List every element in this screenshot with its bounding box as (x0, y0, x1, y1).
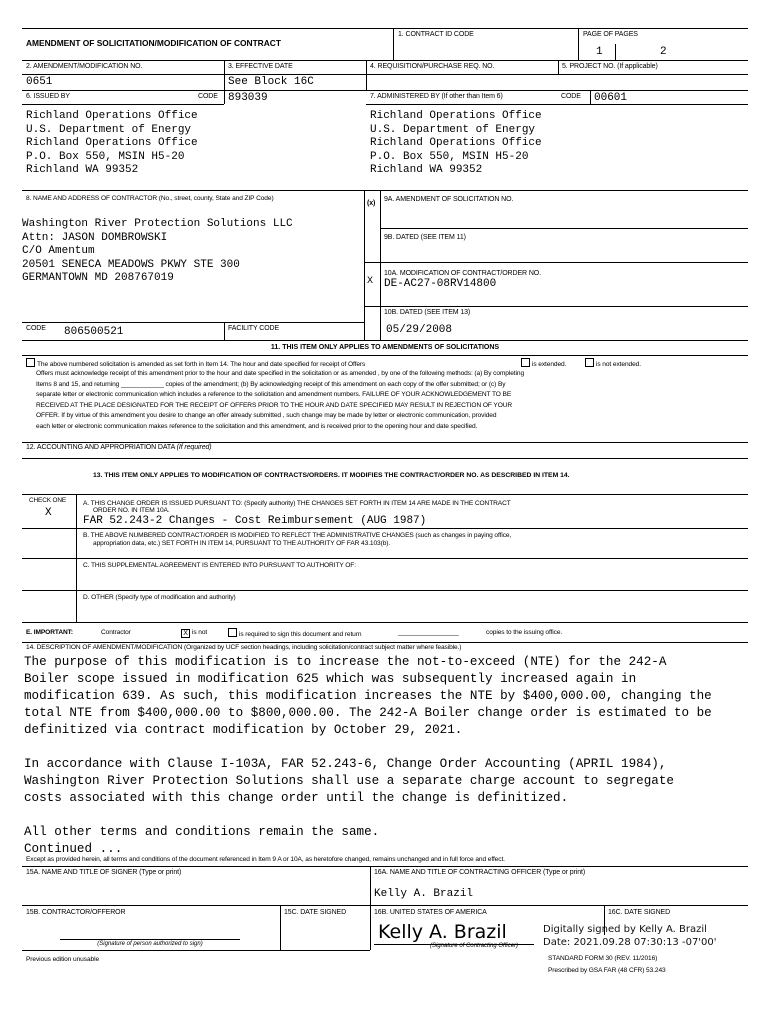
project-no-label: 5. PROJECT NO. (If applicable) (562, 63, 658, 70)
usa-label: 16B. UNITED STATES OF AMERICA (374, 909, 487, 916)
important-contractor: Contractor (101, 629, 131, 636)
is-not-checkbox[interactable]: X (181, 629, 190, 638)
important-label: E. IMPORTANT: (26, 629, 73, 636)
is-required-checkbox[interactable] (228, 628, 237, 637)
issued-by-address: Richland Operations Office U.S. Department of Energy Richland Operations Office P.O. Box 550, MSIN H5-20 Richland WA 99352 (26, 110, 198, 177)
amendment-no-label: 2. AMENDMENT/MODIFICATION NO. (26, 63, 143, 70)
description-text: The purpose of this modification is to increase the not-to-exceed (NTE) for the 242-A Boiler scope issued in modification 625 which was subsequently increased again in modification 639. As such, this modification increases the NTE by $400,000.00, changing the total NTE from $400,000.00 to $800,000.00. The 242-A Boiler change order is estimated to be definitized via contract modification by October 29, 2021. In accordance with Clause I-103A, FAR 52.243-6, Change Order Accounting (APRIL 1984), Washington River Protection Solutions shall use a separate charge account to segregate costs associated with this change order until the change is definitized. All other terms and conditions remain the same. Continued ... (24, 655, 712, 856)
not-extended-option: is not extended. (585, 358, 641, 371)
standard-form-label: STANDARD FORM 30 (REV. 11/2016) (548, 955, 658, 962)
amendment-9a-label: 9A. AMENDMENT OF SOLICITATION NO. (384, 196, 514, 203)
item11-text: Offers must acknowledge receipt of this amendment prior to the hour and date specified in the solicitation or as amended , by one of the following methods: (a) By completing Items 8 and 15, and returning ____________ copies of the amendment; (b) By acknowledging receipt of this amendment on each copy of the offer submitted; or (c) By separate letter or electronic communication which includes a reference to the solicitation and amendment numbers. FAILURE OF YOUR ACKNOWLEDGEMENT TO BE RECEIVED AT THE PLACE DESIGNATED FOR THE RECEIPT OF OFFERS PRIOR TO THE HOUR AND DATE SPECIFIED MAY RESULT IN REJECTION OF YOUR OFFER. If by virtue of this amendment you desire to change an offer already submitted , such change may be made by letter or electronic communication, provided each letter or electronic communication makes reference to the solicitation and this amendment, and is received prior to the opening hour and date specified. (36, 370, 525, 430)
administered-by-address: Richland Operations Office U.S. Department of Energy Richland Operations Office P.O. Box 550, MSIN H5-20 Richland WA 99352 (370, 110, 542, 177)
digital-signature-stamp: Digitally signed by Kelly A. Brazil Date: 2021.09.28 07:30:13 -07'00' (543, 924, 717, 948)
requisition-label: 4. REQUISITION/PURCHASE REQ. NO. (370, 63, 495, 70)
form-title: AMENDMENT OF SOLICITATION/MODIFICATION OF CONTRACT (26, 38, 281, 48)
contracting-officer-name: Kelly A. Brazil (374, 888, 474, 900)
page-current: 1 (596, 46, 603, 58)
item13a-authority: FAR 52.243-2 Changes - Cost Reimbursement (AUG 1987) (83, 515, 427, 527)
item13b-line1: B. THE ABOVE NUMBERED CONTRACT/ORDER IS MODIFIED TO REFLECT THE ADMINISTRATIVE CHANGES (such as changes in paying office, (83, 532, 512, 539)
dated-9b-label: 9B. DATED (SEE ITEM 11) (384, 234, 466, 241)
copies-text: copies to the issuing office. (486, 629, 563, 636)
item11-line1: The above numbered solicitation is amended as set forth in Item 14. The hour and date specified for receipt of Offers (26, 358, 365, 371)
item13a-mark[interactable]: X (45, 507, 52, 519)
item13d-line: D. OTHER (Specify type of modification and authority) (83, 594, 236, 601)
previous-edition-note: Previous edition unusable (26, 956, 100, 963)
contractor-date-label: 15C. DATE SIGNED (284, 909, 347, 916)
is-not-option: X is not (181, 628, 207, 639)
amendment-no-value: 0651 (26, 76, 53, 88)
copies-blank: _________________ (398, 629, 459, 636)
contractor-address: Washington River Protection Solutions LLC Attn: JASON DOMBROWSKI C/O Amentum 20501 SENECA MEADOWS PKWY STE 300 GERMANTOWN MD 208767019 (22, 218, 293, 285)
item13-heading: 13. THIS ITEM ONLY APPLIES TO MODIFICATION OF CONTRACTS/ORDERS. IT MODIFIES THE CONTRACT/ORDER NO. AS DESCRIBED IN ITEM 14. (93, 472, 570, 479)
is-required-option: is required to sign this document and return (228, 628, 361, 641)
issued-by-code-label: CODE (198, 93, 218, 100)
issued-by-label: 6. ISSUED BY (26, 93, 70, 100)
amendment-9a-mark: (x) (367, 200, 376, 207)
item11-heading: 11. THIS ITEM ONLY APPLIES TO AMENDMENTS OF SOLICITATIONS (270, 344, 500, 351)
administered-by-label: 7. ADMINISTERED BY (If other than Item 6) (370, 93, 503, 100)
officer-signature-caption: (Signature of Contracting Officer) (430, 943, 519, 949)
contractor-code: 806500521 (64, 326, 124, 338)
administered-by-code: 00601 (594, 92, 628, 104)
extended-checkbox[interactable] (521, 358, 530, 367)
accounting-label: 12. ACCOUNTING AND APPROPRIATION DATA (If required) (26, 444, 212, 451)
modification-10a-value: DE-AC27-08RV14800 (384, 278, 497, 290)
contractor-label: 8. NAME AND ADDRESS OF CONTRACTOR (No., street, county, State and ZIP Code) (26, 195, 274, 202)
item11-checkbox[interactable] (26, 358, 35, 367)
extended-option: is extended. (521, 358, 566, 371)
officer-date-label: 16C. DATE SIGNED (608, 909, 671, 916)
dated-10b-value: 05/29/2008 (386, 324, 453, 336)
modification-10a-label: 10A. MODIFICATION OF CONTRACT/ORDER NO. (384, 270, 541, 277)
administered-by-code-label: CODE (561, 93, 581, 100)
check-one-label: CHECK ONE (29, 497, 67, 504)
item13c-line: C. THIS SUPPLEMENTAL AGREEMENT IS ENTERED INTO PURSUANT TO AUTHORITY OF: (83, 562, 356, 569)
contractor-code-label: CODE (26, 325, 46, 332)
signer-name-label: 15A. NAME AND TITLE OF SIGNER (Type or print) (26, 869, 182, 876)
page-label: PAGE OF PAGES (583, 31, 638, 38)
not-extended-checkbox[interactable] (585, 358, 594, 367)
modification-10a-mark: X (367, 276, 374, 287)
contractor-signature-caption: (Signature of person authorized to sign) (97, 941, 203, 947)
dated-10b-label: 10B. DATED (SEE ITEM 13) (384, 309, 471, 316)
contractor-offeror-label: 15B. CONTRACTOR/OFFEROR (26, 909, 126, 916)
effective-date-value: See Block 16C (228, 76, 314, 88)
item13a-line1: A. THIS CHANGE ORDER IS ISSUED PURSUANT TO: (Specify authority) THE CHANGES SET FORTH IN ITEM 14 ARE MADE IN THE CONTRACT (83, 500, 511, 507)
facility-code-label: FACILITY CODE (228, 325, 280, 332)
item13b-line2: appropriation data, etc.) SET FORTH IN ITEM 14, PURSUANT TO THE AUTHORITY OF FAR 43.103(b). (93, 540, 391, 547)
contract-id-label: 1. CONTRACT ID CODE (398, 31, 474, 38)
issued-by-code: 893039 (228, 92, 268, 104)
item13a-line2: ORDER NO. IN ITEM 10A. (93, 507, 170, 514)
officer-signature: Kelly A. Brazil (378, 921, 507, 943)
except-note: Except as provided herein, all terms and conditions of the document referenced in Item 9 A or 10A, as heretofore changed, remains unchanged and in full force and effect. (26, 856, 505, 863)
page-total: 2 (660, 46, 667, 58)
contracting-officer-label: 16A. NAME AND TITLE OF CONTRACTING OFFICER (Type or print) (374, 869, 586, 876)
prescribed-by-label: Prescribed by GSA FAR (48 CFR) 53.243 (548, 967, 666, 974)
description-label: 14. DESCRIPTION OF AMENDMENT/MODIFICATION (Organized by UCF section headings, including solicitation/contract subject matter where feasible.) (26, 644, 462, 651)
effective-date-label: 3. EFFECTIVE DATE (228, 63, 293, 70)
